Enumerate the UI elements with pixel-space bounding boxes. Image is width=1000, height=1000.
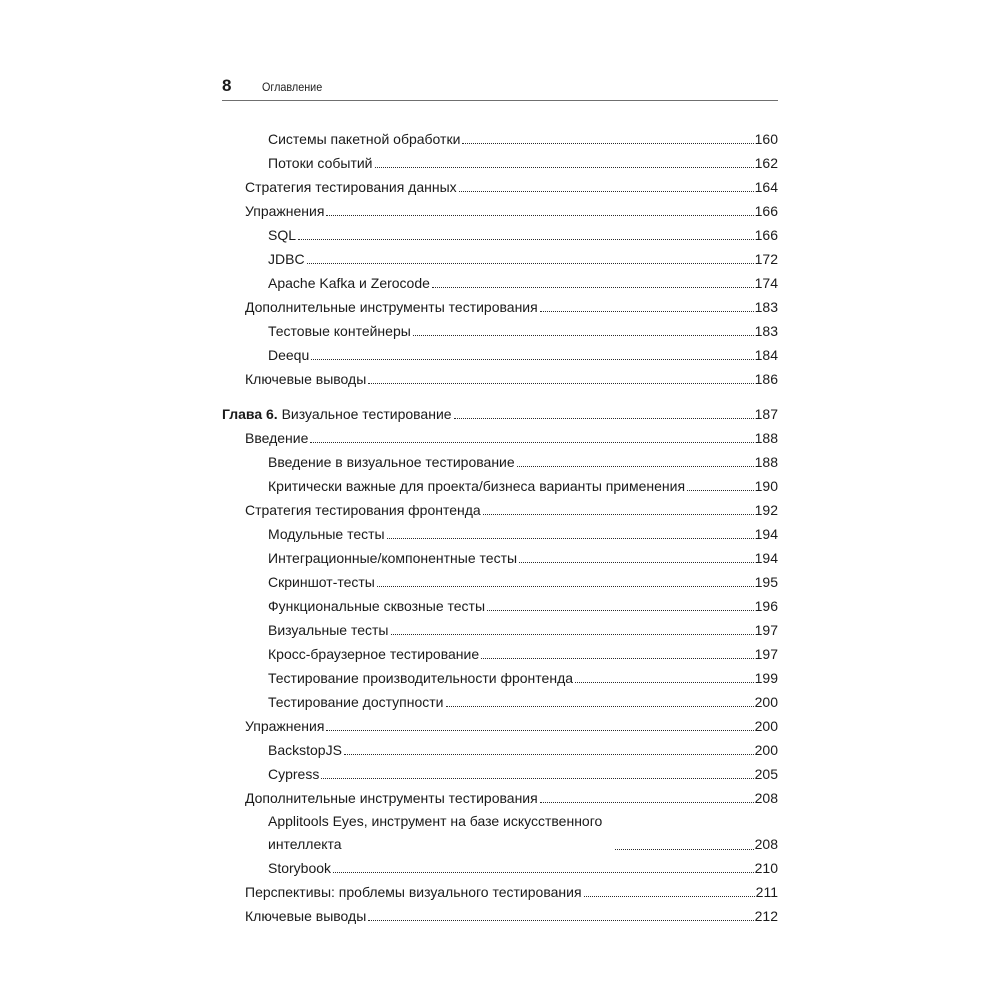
toc-page-number: 183 <box>754 323 778 339</box>
toc-entry-title: Модульные тесты <box>268 526 385 542</box>
toc-page-number: 212 <box>754 908 778 924</box>
toc-entry-title: Функциональные сквозные тесты <box>268 598 486 614</box>
toc-page-number: 197 <box>754 646 778 662</box>
dot-leader <box>540 310 754 312</box>
toc-entry <box>222 127 778 151</box>
toc-entry-title: Перспективы: проблемы визуального тестирования <box>245 884 582 900</box>
toc-page-number: 199 <box>754 670 778 686</box>
toc-page-number: 186 <box>754 371 778 387</box>
toc-page-number: 200 <box>754 718 778 734</box>
toc-entry-title: Тестовые контейнеры <box>268 323 411 339</box>
running-title: Оглавление <box>262 80 323 94</box>
toc-entry-title: Потоки событий <box>268 155 373 171</box>
toc-page-number: 211 <box>755 884 778 900</box>
toc-entry <box>222 343 778 367</box>
toc-entry-title: Интеграционные/компонентные тесты <box>268 550 518 566</box>
toc-entry-title: Визуальные тесты <box>268 622 389 638</box>
toc-entry <box>222 319 778 343</box>
toc-page-number: 208 <box>754 790 778 806</box>
toc-entry-title: Стратегия тестирования данных <box>245 179 457 195</box>
toc-page-number: 210 <box>754 860 778 876</box>
dot-leader <box>446 705 754 707</box>
toc-entry-title: Ключевые выводы <box>245 371 367 387</box>
toc-entry-title: Дополнительные инструменты тестирования <box>245 299 538 315</box>
dot-leader <box>298 238 754 240</box>
toc-entry <box>222 856 778 880</box>
toc-entry-title: Критически важные для проекта/бизнеса варианты применения <box>268 478 686 494</box>
toc-entry <box>222 880 778 904</box>
toc-page-number: 164 <box>754 179 778 195</box>
dot-leader <box>454 417 754 419</box>
toc-page-number: 183 <box>754 299 778 315</box>
toc-entry-title: Введение в визуальное тестирование <box>268 454 515 470</box>
toc-entry-title: Упражнения <box>245 203 325 219</box>
dot-leader <box>615 848 754 850</box>
toc-entry <box>222 247 778 271</box>
toc-page-number: 174 <box>754 275 778 291</box>
chapter-title: Визуальное тестирование <box>281 406 452 422</box>
toc-entry <box>222 618 778 642</box>
toc-entry <box>222 570 778 594</box>
toc-page-number: 188 <box>754 454 778 470</box>
toc-page-number: 188 <box>754 430 778 446</box>
toc-page-number: 162 <box>754 155 778 171</box>
dot-leader <box>344 753 754 755</box>
table-of-contents <box>222 127 778 928</box>
toc-entry <box>222 498 778 522</box>
dot-leader <box>375 166 754 168</box>
toc-entry-title: Дополнительные инструменты тестирования <box>245 790 538 806</box>
toc-entry <box>222 426 778 450</box>
dot-leader <box>368 382 753 384</box>
dot-leader <box>307 262 754 264</box>
toc-entry <box>222 904 778 928</box>
dot-leader <box>413 334 754 336</box>
toc-entry <box>222 786 778 810</box>
dot-leader <box>584 895 755 897</box>
toc-page-number: 160 <box>754 131 778 147</box>
toc-page-number: 190 <box>754 478 778 494</box>
dot-leader <box>540 801 754 803</box>
toc-page-number: 195 <box>754 574 778 590</box>
toc-entry-title: Тестирование производительности фронтенда <box>268 670 574 686</box>
dot-leader <box>487 609 754 611</box>
toc-entry <box>222 151 778 175</box>
toc-entry <box>222 594 778 618</box>
toc-entry-title <box>222 402 452 426</box>
toc-entry <box>222 450 778 474</box>
toc-entry-title: BackstopJS <box>268 742 342 758</box>
toc-entry <box>222 666 778 690</box>
toc-entry <box>222 738 778 762</box>
toc-chapter-entry <box>222 402 778 426</box>
dot-leader <box>519 561 754 563</box>
toc-entry-title: Apache Kafka и Zerocode <box>268 275 430 291</box>
dot-leader <box>326 214 753 216</box>
dot-leader <box>462 142 753 144</box>
dot-leader <box>391 633 754 635</box>
toc-entry <box>222 199 778 223</box>
dot-leader <box>481 657 754 659</box>
toc-entry <box>222 642 778 666</box>
toc-entry-title: Storybook <box>268 860 332 876</box>
toc-page-number: 194 <box>754 526 778 542</box>
chapter-label: Глава 6. <box>222 406 278 422</box>
toc-entry-title: Cypress <box>268 766 320 782</box>
toc-entry <box>222 271 778 295</box>
toc-entry <box>222 810 778 856</box>
toc-entry <box>222 522 778 546</box>
dot-leader <box>333 871 754 873</box>
toc-entry-title: Ключевые выводы <box>245 908 367 924</box>
toc-entry-title: Введение <box>245 430 309 446</box>
toc-entry-title: Кросс-браузерное тестирование <box>268 646 480 662</box>
toc-page-number: 194 <box>754 550 778 566</box>
toc-entry <box>222 367 778 391</box>
toc-page-number: 196 <box>754 598 778 614</box>
toc-entry-title: Упражнения <box>245 718 325 734</box>
page-number: 8 <box>222 76 232 95</box>
dot-leader <box>368 919 753 921</box>
toc-page-number: 166 <box>754 203 778 219</box>
toc-entry <box>222 690 778 714</box>
toc-entry <box>222 762 778 786</box>
dot-leader <box>326 729 753 731</box>
toc-entry-title: SQL <box>268 227 297 243</box>
dot-leader <box>387 537 754 539</box>
toc-entry <box>222 175 778 199</box>
toc-entry-title: Стратегия тестирования фронтенда <box>245 502 481 518</box>
toc-entry-title: Deequ <box>268 347 310 363</box>
dot-leader <box>432 286 754 288</box>
toc-entry <box>222 223 778 247</box>
dot-leader <box>517 465 754 467</box>
toc-page-number: 184 <box>754 347 778 363</box>
dot-leader <box>483 513 754 515</box>
toc-entry-title: Applitools Eyes, инструмент на базе искусственного интеллекта <box>268 813 603 852</box>
toc-entry <box>222 295 778 319</box>
toc-page-number: 208 <box>754 836 778 852</box>
toc-entry-title: Тестирование доступности <box>268 694 444 710</box>
dot-leader <box>575 681 754 683</box>
toc-page-number: 205 <box>754 766 778 782</box>
toc-page-number: 187 <box>754 406 778 422</box>
running-header <box>222 76 778 101</box>
dot-leader <box>321 777 753 779</box>
dot-leader <box>687 489 754 491</box>
toc-page-number: 200 <box>754 742 778 758</box>
dot-leader <box>310 441 753 443</box>
dot-leader <box>311 358 753 360</box>
toc-entry-title: Скриншот-тесты <box>268 574 375 590</box>
toc-page-number: 172 <box>754 251 778 267</box>
dot-leader <box>459 190 754 192</box>
toc-entry <box>222 714 778 738</box>
toc-entry-title: JDBC <box>268 251 305 267</box>
toc-entry <box>222 474 778 498</box>
toc-page-number: 166 <box>754 227 778 243</box>
toc-entry-title: Системы пакетной обработки <box>268 131 461 147</box>
toc-page-number: 200 <box>754 694 778 710</box>
toc-entry <box>222 546 778 570</box>
toc-page-number: 192 <box>754 502 778 518</box>
dot-leader <box>377 585 754 587</box>
toc-page-number: 197 <box>754 622 778 638</box>
